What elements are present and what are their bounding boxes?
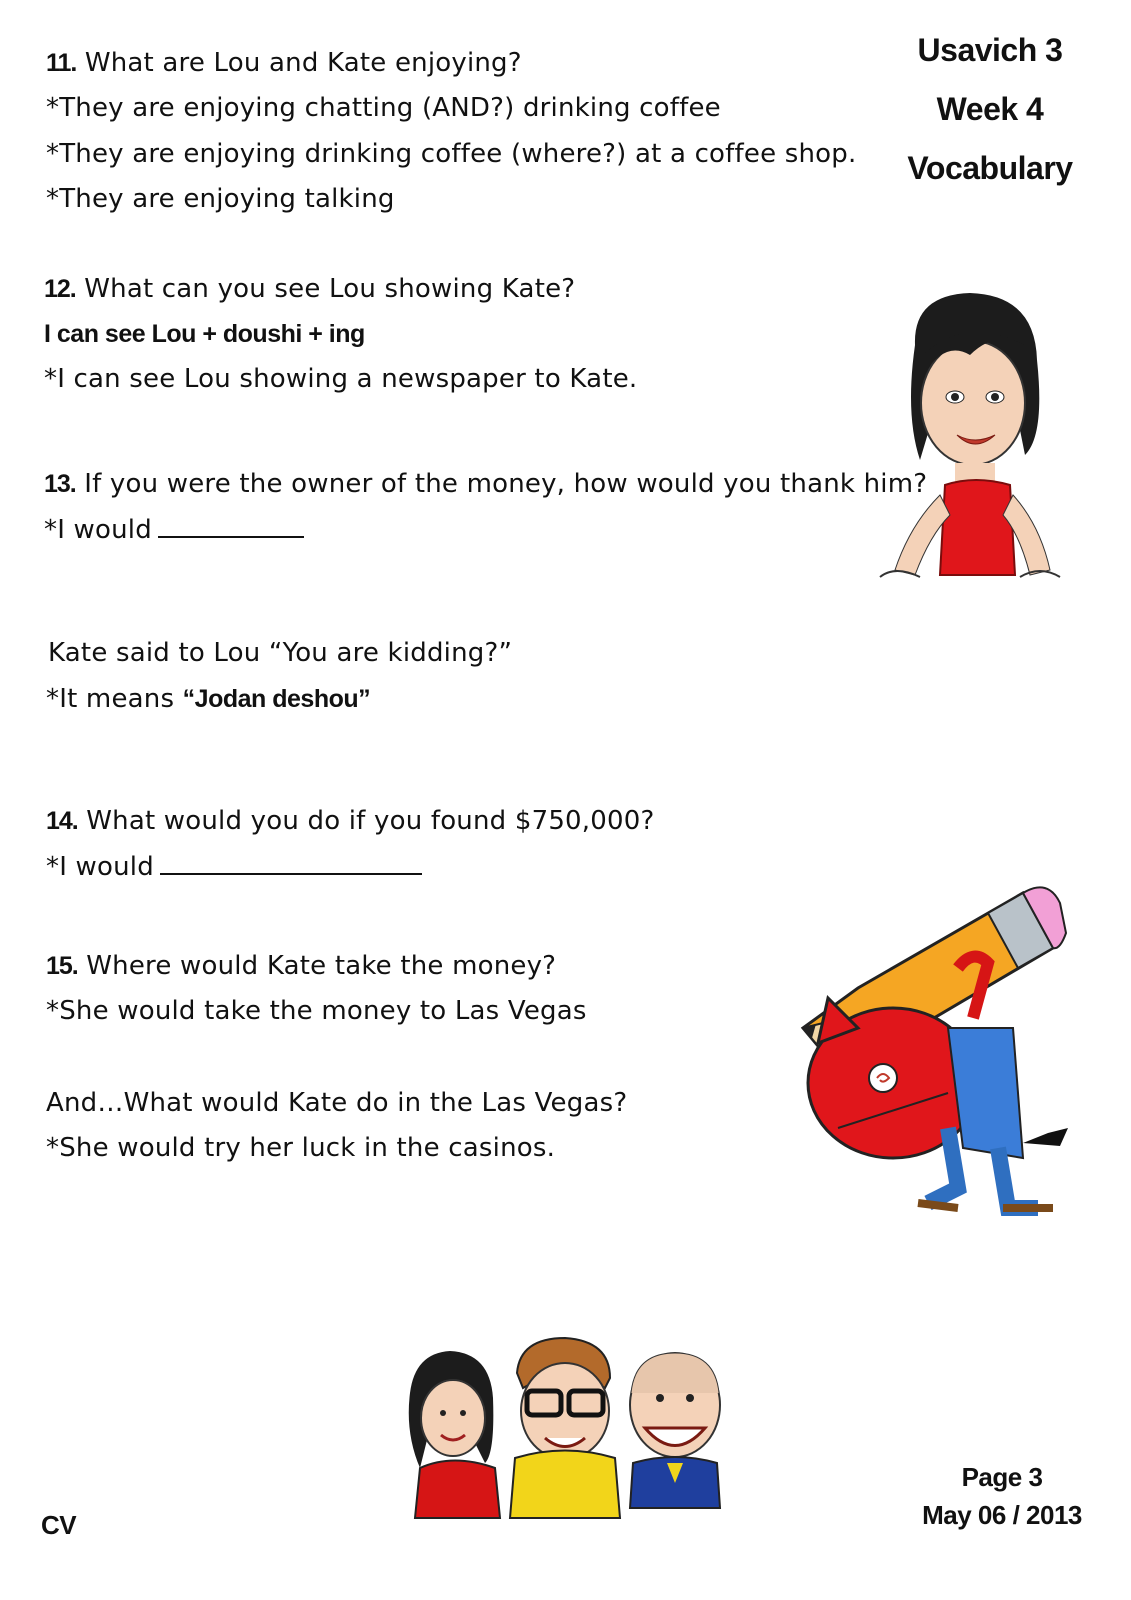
question-11 <box>46 48 522 78</box>
question-number: 11. <box>46 49 77 77</box>
followup-question: And…What would Kate do in the Las Vegas? <box>46 1088 628 1118</box>
pencil-cat-character-icon <box>798 878 1073 1228</box>
answer-15: *She would take the money to Las Vegas <box>46 996 587 1026</box>
question-number: 15. <box>46 952 78 980</box>
answer-11-a: *They are enjoying chatting (AND?) drinking coffee <box>46 93 721 123</box>
three-hosts-caricature-icon <box>405 1333 745 1523</box>
question-14 <box>46 806 655 836</box>
answer-blank[interactable] <box>160 851 422 875</box>
question-text: What are Lou and Kate enjoying? <box>76 48 522 78</box>
note-meaning <box>46 684 370 714</box>
question-13 <box>44 469 927 499</box>
answer-11-c: *They are enjoying talking <box>46 184 395 214</box>
question-15 <box>46 951 556 981</box>
header-subject: Vocabulary <box>907 150 1073 186</box>
question-text: What can you see Lou showing Kate? <box>75 274 576 304</box>
page-number: Page 3 <box>961 1462 1043 1492</box>
question-text: What would you do if you found $750,000? <box>77 806 655 836</box>
question-text: If you were the owner of the money, how would you thank him? <box>75 469 928 499</box>
question-number: 13. <box>44 470 76 498</box>
followup-answer: *She would try her luck in the casinos. <box>46 1133 556 1163</box>
answer-prefix: *I would <box>46 852 154 882</box>
answer-12: *I can see Lou showing a newspaper to Kate. <box>44 364 638 394</box>
sentence-pattern: I can see Lou + doushi + ing <box>44 320 365 348</box>
header-title: Usavich 3 <box>917 32 1063 68</box>
question-number: 14. <box>46 807 78 835</box>
answer-13 <box>44 514 304 545</box>
author-initials: CV <box>40 1510 77 1540</box>
meaning-prefix: *It means <box>46 684 183 714</box>
answer-blank[interactable] <box>158 514 304 538</box>
meaning-japanese: “Jodan deshou” <box>182 685 371 713</box>
note-sentence: Kate said to Lou “You are kidding?” <box>48 638 513 668</box>
question-text: Where would Kate take the money? <box>77 951 557 981</box>
question-12 <box>44 274 575 304</box>
kate-caricature-icon <box>875 285 1065 590</box>
header-week: Week 4 <box>936 91 1044 127</box>
answer-11-b: *They are enjoying drinking coffee (where?) at a coffee shop. <box>46 139 857 169</box>
answer-14 <box>46 851 422 882</box>
date: May 06 / 2013 <box>922 1500 1082 1530</box>
question-number: 12. <box>44 275 76 303</box>
answer-prefix: *I would <box>44 515 152 545</box>
